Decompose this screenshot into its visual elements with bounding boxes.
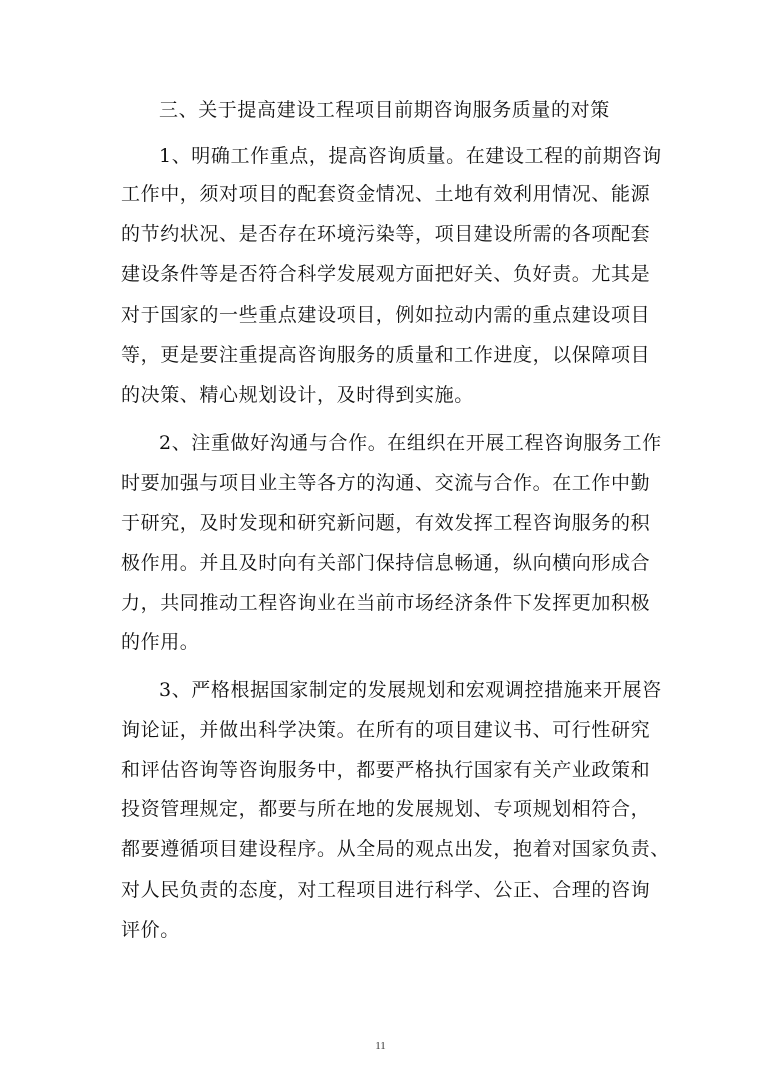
paragraph-2-line-5: 力，共同推动工程咨询业在当前市场经济条件下发挥更加积极 bbox=[121, 592, 651, 614]
paragraph-3-line-7: 评价。 bbox=[121, 919, 180, 941]
paragraph-3-line-1: 3、严格根据国家制定的发展规划和宏观调控措施来开展咨 bbox=[159, 679, 662, 701]
paragraph-1-line-5: 对于国家的一些重点建设项目，例如拉动内需的重点建设项目 bbox=[121, 304, 651, 326]
paragraph-3-line-5: 都要遵循项目建设程序。从全局的观点出发，抱着对国家负责、 bbox=[121, 838, 670, 860]
paragraph-1-line-2: 工作中，须对项目的配套资金情况、土地有效利用情况、能源 bbox=[121, 183, 651, 205]
paragraph-2-line-2: 时要加强与项目业主等各方的沟通、交流与合作。在工作中勤 bbox=[121, 472, 651, 494]
paragraph-3-line-3: 和评估咨询等咨询服务中，都要严格执行国家有关产业政策和 bbox=[121, 759, 651, 781]
paragraph-1-line-1: 1、明确工作重点，提高咨询质量。在建设工程的前期咨询 bbox=[159, 145, 662, 167]
page-number: 11 bbox=[375, 1040, 386, 1052]
paragraph-3-line-4: 投资管理规定，都要与所在地的发展规划、专项规划相符合， bbox=[121, 798, 651, 820]
paragraph-1-line-7: 的决策、精心规划设计，及时得到实施。 bbox=[121, 384, 474, 406]
section-heading: 三、关于提高建设工程项目前期咨询服务质量的对策 bbox=[159, 99, 610, 121]
paragraph-3-line-2: 询论证，并做出科学决策。在所有的项目建议书、可行性研究 bbox=[121, 719, 651, 741]
paragraph-1-line-4: 建设条件等是否符合科学发展观方面把好关、负好责。尤其是 bbox=[121, 263, 651, 285]
paragraph-1-line-6: 等，更是要注重提高咨询服务的质量和工作进度，以保障项目 bbox=[121, 344, 651, 366]
paragraph-2-line-3: 于研究，及时发现和研究新问题，有效发挥工程咨询服务的积 bbox=[121, 512, 651, 534]
paragraph-3-line-6: 对人民负责的态度，对工程项目进行科学、公正、合理的咨询 bbox=[121, 879, 651, 901]
paragraph-2-line-1: 2、注重做好沟通与合作。在组织在开展工程咨询服务工作 bbox=[159, 432, 662, 454]
paragraph-2-line-6: 的作用。 bbox=[121, 631, 200, 653]
paragraph-2-line-4: 极作用。并且及时向有关部门保持信息畅通，纵向横向形成合 bbox=[121, 552, 651, 574]
paragraph-1-line-3: 的节约状况、是否存在环境污染等，项目建设所需的各项配套 bbox=[121, 223, 651, 245]
